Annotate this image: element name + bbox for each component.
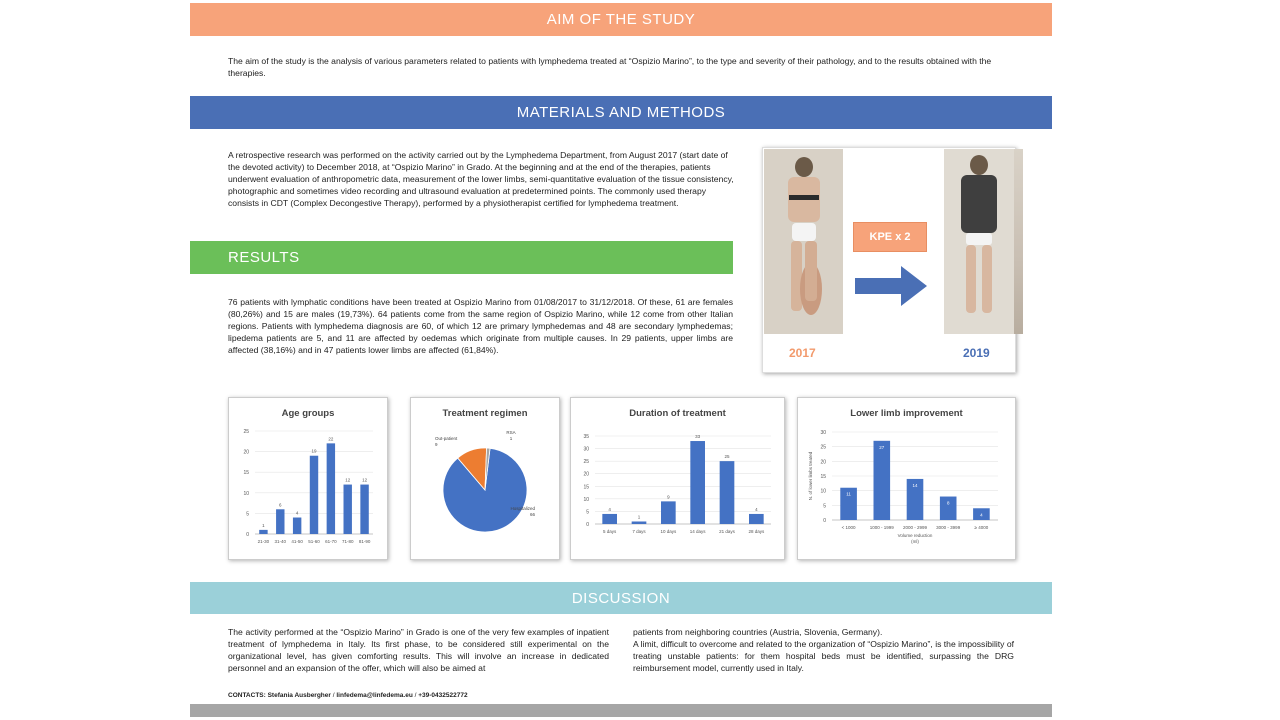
discussion-left-text: The activity performed at the “Ospizio Marino” in Grado is one of the very few examples of inpatient treatment of lymphedema in Italy. Its first phase, to be considered still experimental on the organizational level, has given comforting results. This will involve an increase in dedicated personnel and an expansion of the offer, which will also be aimed at	[228, 627, 609, 673]
year-before: 2017	[789, 346, 816, 360]
x-tick-label: 28 days	[748, 529, 765, 534]
contacts-label: CONTACTS: Stefania Ausbergher	[228, 692, 331, 699]
bar	[310, 456, 318, 534]
y-tick-label: 25	[583, 459, 589, 466]
x-axis-unit: (ml)	[911, 539, 919, 544]
pie-value-label: 9	[435, 442, 438, 447]
aim-text: The aim of the study is the analysis of various parameters related to patients with lymphedema treated at “Ospizio Marino”, to the type and severity of their pathology, and to the results obtained with the therapies.	[228, 56, 992, 78]
y-tick-label: 15	[583, 484, 589, 491]
bar	[602, 514, 617, 524]
y-axis-label: N. of lower limbs treated	[808, 451, 813, 501]
x-tick-label: 5 days	[603, 529, 617, 534]
x-tick-label: 81-90	[358, 539, 371, 544]
data-label: 4	[295, 510, 299, 516]
bar	[259, 530, 267, 534]
bar	[720, 461, 735, 524]
year-after: 2019	[963, 346, 990, 360]
data-label: 22	[328, 436, 334, 442]
y-tick-label: 5	[823, 503, 826, 510]
bar	[327, 443, 335, 534]
y-tick-label: 5	[586, 509, 589, 516]
methods-title: MATERIALS AND METHODS	[516, 104, 726, 121]
age-groups-chart	[228, 397, 388, 560]
y-tick-label: 35	[583, 434, 589, 440]
contacts-separator: /	[414, 692, 417, 699]
x-tick-label: 41-50	[291, 539, 303, 544]
chart-title: Treatment regimen	[442, 408, 528, 419]
contacts-phone: +39-0432522772	[418, 692, 468, 699]
bar	[293, 518, 301, 534]
contacts-line	[228, 692, 468, 699]
data-label: 12	[362, 477, 368, 483]
pie-label: Out-patient	[435, 436, 458, 441]
pie-label: RSA	[506, 430, 516, 435]
aim-header	[190, 3, 1052, 36]
x-tick-label: ≥ 4000	[974, 525, 989, 530]
y-tick-label: 20	[583, 471, 589, 478]
photo-after	[944, 149, 1023, 334]
results-text: 76 patients with lymphatic conditions have been treated at Ospizio Marino from 01/08/2017 to 31/12/2018. Of these, 61 are females (80,26%) and 15 are males (19,73%). 64 patients come from the same region of Ospizio Marino, while 12 come from other Italian regions. Patients with lymphedema diagnosis are 60, of which 12 are primary lymphedemas and 48 are secondary lymphedemas; lipedema patients are 5, and 11 are affected by oedemas which originate from multiple causes. In 29 patients, upper limbs are affected (38,16%) and in 47 patients lower limbs are affected (61,84%).	[228, 297, 733, 355]
y-tick-label: 0	[586, 522, 589, 528]
y-tick-label: 0	[246, 532, 249, 538]
bar	[749, 514, 764, 524]
x-tick-label: 21 days	[719, 529, 735, 534]
y-tick-label: 20	[820, 459, 826, 466]
x-tick-label: 3000 - 3999	[936, 525, 961, 530]
y-tick-label: 10	[820, 488, 826, 495]
bar	[690, 441, 705, 524]
x-tick-label: 1000 - 1999	[869, 525, 894, 530]
x-tick-label: 14 days	[689, 529, 706, 534]
data-label: 4	[755, 506, 758, 512]
data-label: 11	[846, 491, 851, 497]
treatment-regimen-svg	[411, 398, 559, 559]
results-title: RESULTS	[228, 249, 300, 266]
bar	[276, 509, 284, 534]
duration-chart	[570, 397, 785, 560]
x-tick-label: 21-30	[257, 539, 270, 544]
y-tick-label: 15	[243, 470, 249, 477]
x-tick-label: 10 days	[660, 529, 677, 534]
y-tick-label: 10	[583, 496, 589, 503]
lower-limb-chart	[797, 397, 1016, 560]
methods-text: A retrospective research was performed on the activity carried out by the Lymphedema Department, from August 2017 (start date of the devoted activity) to December 2018, at “Ospizio Marino” in Grado. At the beginning and at the end of the therapies, patients underwent evaluation of anthropometric data, measurement of the lower limbs, semi-quantitative evaluation of the tissue consistency, photographic and sometimes video recording and ultrasound evaluation at predetermined points. The commonly used therapy consists in CDT (Complex Decongestive Therapy), performed by a physiotherapist certified for lymphedema treatment.	[228, 150, 734, 208]
chart-title: Lower limb improvement	[850, 408, 963, 419]
data-label: 4	[608, 506, 611, 512]
y-tick-label: 5	[246, 511, 249, 518]
x-axis-label: Volume reduction	[897, 533, 933, 538]
patient-before-figure	[764, 149, 843, 334]
bar	[360, 485, 368, 534]
footer-bar	[190, 704, 1052, 717]
photo-before	[764, 149, 843, 334]
bar	[632, 521, 647, 524]
x-tick-label: 61-70	[325, 539, 337, 544]
aim-title: AIM OF THE STUDY	[546, 11, 696, 28]
y-tick-label: 20	[243, 449, 249, 456]
chart-title: Duration of treatment	[629, 408, 726, 419]
y-tick-label: 0	[823, 518, 826, 524]
contacts-separator: /	[332, 692, 335, 699]
data-label: 8	[946, 500, 950, 506]
x-tick-label: 31-40	[274, 539, 287, 544]
x-tick-label: 7 days	[632, 529, 646, 534]
data-label: 1	[637, 514, 641, 520]
data-label: 19	[311, 448, 317, 454]
age-groups-svg	[229, 398, 387, 559]
data-label: 1	[262, 522, 265, 528]
x-tick-label: 71-80	[341, 539, 354, 544]
y-tick-label: 25	[820, 444, 826, 451]
discussion-title: DISCUSSION	[571, 589, 671, 607]
discussion-header	[190, 582, 1052, 614]
y-tick-label: 30	[583, 446, 589, 453]
lower-limb-svg	[798, 398, 1015, 559]
y-tick-label: 10	[243, 490, 249, 497]
y-tick-label: 25	[243, 429, 249, 435]
data-label: 12	[345, 477, 351, 483]
treatment-regimen-chart	[410, 397, 560, 560]
discussion-right-text: patients from neighboring countries (Austria, Slovenia, Germany). A limit, difficult to overcome and related to the organization of “Ospizio Marino”, is the impossibility of treating unstable patients: for them hospital beds must be identified, surpassing the DRG reimbursement model, currently used in Italy.	[633, 627, 1015, 673]
kpe-badge: KPE x 2	[853, 222, 927, 252]
bar	[874, 441, 891, 520]
y-tick-label: 15	[820, 474, 826, 480]
data-label: 4	[980, 512, 983, 518]
before-after-photo-panel	[762, 147, 1016, 373]
data-label: 25	[724, 454, 730, 460]
x-tick-label: 2000 - 2999	[902, 525, 928, 530]
data-label: 27	[879, 444, 885, 450]
bar	[344, 485, 352, 534]
contacts-email[interactable]: linfedema@linfedema.eu	[336, 692, 413, 699]
x-tick-label: < 1000	[841, 525, 856, 530]
data-label: 33	[695, 434, 701, 440]
results-header	[190, 241, 733, 274]
duration-svg	[571, 398, 784, 559]
data-label: 6	[279, 502, 282, 508]
methods-header	[190, 96, 1052, 129]
y-tick-label: 30	[820, 430, 826, 436]
data-label: 14	[912, 482, 918, 488]
bar	[661, 501, 676, 524]
pie-label: Hospitalized	[510, 506, 535, 511]
data-label: 9	[667, 494, 670, 500]
right-arrow-icon	[855, 266, 927, 306]
x-tick-label: 51-60	[308, 539, 320, 544]
chart-title: Age groups	[281, 408, 335, 419]
pie-value-label: 66	[529, 512, 535, 517]
patient-after-figure	[944, 149, 1014, 334]
pie-value-label: 1	[509, 436, 513, 441]
